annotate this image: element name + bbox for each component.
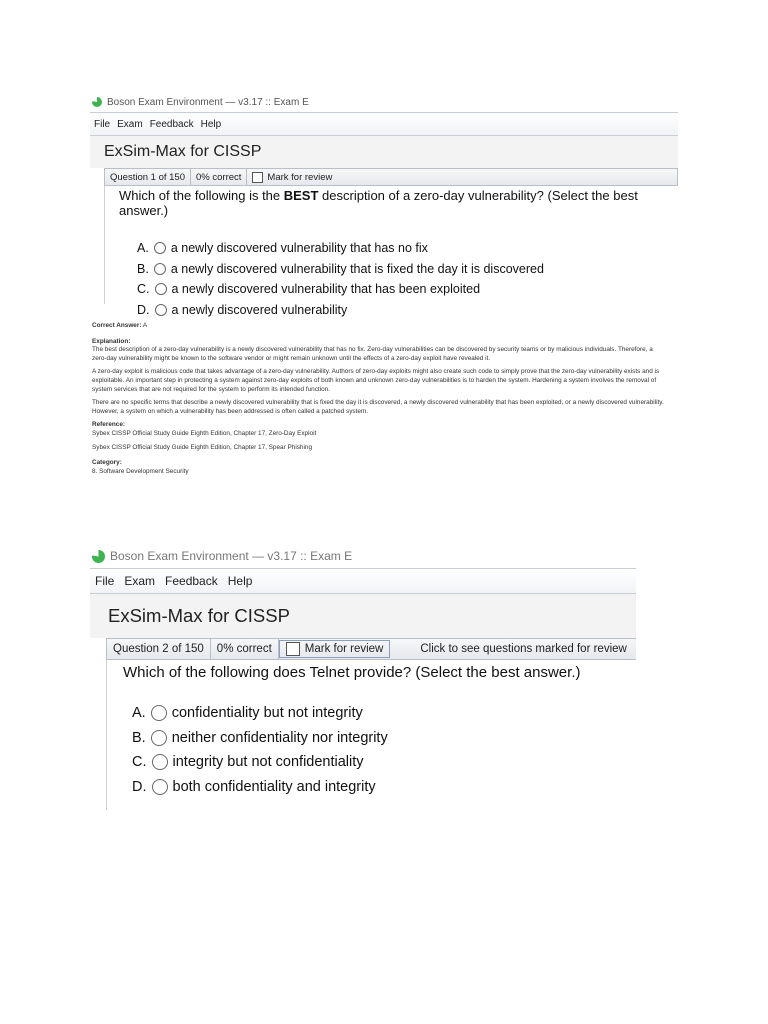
app-title-bar (90, 136, 678, 168)
question-counter: Question 1 of 150 (105, 169, 191, 185)
window-titlebar (90, 92, 678, 112)
answer-option-c[interactable] (132, 750, 636, 775)
menu-bar (90, 568, 636, 594)
option-text: integrity but not confidentiality (172, 754, 364, 771)
correct-answer-value: A (142, 322, 148, 329)
option-text: neither confidentiality nor integrity (171, 729, 388, 746)
radio-button-icon[interactable] (151, 705, 167, 721)
menu-help[interactable]: Help (200, 118, 222, 130)
checkbox-icon[interactable] (286, 642, 300, 656)
question-status-bar (106, 638, 636, 660)
correct-answer-line (92, 322, 664, 331)
option-text: both confidentiality and integrity (172, 778, 376, 795)
option-text: a newly discovered vulnerability that is fixed the day it is discovered (170, 261, 544, 276)
option-letter: D. (137, 302, 150, 317)
option-letter: D. (132, 778, 147, 795)
checkbox-icon[interactable] (252, 172, 263, 183)
mark-for-review-checkbox[interactable] (279, 640, 391, 658)
reference-heading: Reference: (92, 421, 126, 429)
option-letter: B. (132, 729, 146, 746)
category-value: 8. Software Development Security (92, 467, 189, 475)
reference-item: Sybex CISSP Official Study Guide Eighth Edition, Chapter 17, Zero-Day Exploit (92, 429, 317, 437)
question-text-part: Which of the following is the (119, 188, 284, 203)
mark-for-review-checkbox[interactable] (247, 169, 337, 185)
question-status-bar (104, 168, 678, 186)
answer-options (123, 701, 636, 799)
correct-answer-label: Correct Answer: (92, 322, 142, 329)
category-heading: Category: (92, 459, 122, 467)
reference-item: Sybex CISSP Official Study Guide Eighth Edition, Chapter 17, Spear Phishing (92, 443, 313, 451)
radio-button-icon[interactable] (151, 730, 167, 746)
radio-button-icon[interactable] (155, 283, 167, 295)
answer-option-a[interactable] (132, 701, 636, 726)
answer-option-a[interactable] (137, 238, 678, 259)
boson-logo-icon (92, 97, 102, 107)
exam-window-question-1 (90, 92, 678, 317)
answer-options (119, 238, 678, 320)
radio-button-icon[interactable] (155, 304, 167, 316)
mark-for-review-label: Mark for review (304, 643, 384, 655)
radio-button-icon[interactable] (152, 754, 168, 770)
menu-help[interactable]: Help (227, 574, 253, 588)
answer-option-b[interactable] (137, 259, 678, 280)
app-title: ExSim-Max for CISSP (108, 605, 290, 626)
percent-correct: 0% correct (191, 169, 247, 185)
question-text-part: description of a zero-day vulnerability? (Select the best answer.) (119, 188, 638, 218)
option-text: a newly discovered vulnerability that has been exploited (171, 282, 481, 297)
question-panel (106, 660, 636, 810)
radio-button-icon[interactable] (154, 242, 166, 254)
option-letter: B. (137, 261, 149, 276)
explanation-paragraph: A zero-day exploit is malicious code that takes advantage of a zero-day vulnerability. Authors of zero-day exploits might also create such code to simply prove that the zero-day vulnerability exists and is exploitable. An important step in protecting a system against zero-day exploits of both known and unknown zero-day vulnerabilities is to harden the system. Hardening a system involves the removal of system services that are not required for the system to perform its intended function. (92, 368, 660, 393)
option-letter: C. (137, 282, 150, 297)
explanation-heading: Explanation: (92, 337, 131, 345)
radio-button-icon[interactable] (152, 779, 168, 795)
answer-option-c[interactable] (137, 279, 678, 300)
menu-feedback[interactable]: Feedback (165, 574, 218, 588)
option-letter: A. (132, 705, 146, 722)
answer-option-d[interactable] (132, 775, 636, 800)
window-title: Boson Exam Environment — v3.17 :: Exam E (107, 96, 309, 108)
mark-for-review-label: Mark for review (267, 171, 333, 183)
option-text: confidentiality but not integrity (171, 705, 363, 722)
answer-option-b[interactable] (132, 726, 636, 751)
boson-logo-icon (92, 550, 105, 563)
app-title: ExSim-Max for CISSP (104, 143, 262, 160)
option-letter: A. (137, 241, 149, 256)
window-title: Boson Exam Environment — v3.17 :: Exam E (110, 549, 353, 563)
menu-bar (90, 112, 678, 136)
question-emphasis: BEST (283, 188, 319, 203)
menu-feedback[interactable]: Feedback (149, 118, 194, 130)
exam-window-question-2 (90, 544, 636, 810)
menu-exam[interactable]: Exam (117, 118, 143, 130)
percent-correct: 0% correct (211, 639, 279, 659)
option-text: a newly discovered vulnerability (171, 302, 348, 317)
explanation-paragraph: There are no specific terms that describe a newly discovered vulnerability that is fixed the day it is discovered, a newly discovered vulnerability that has been exploited, or a newly discovered vulnerability. However, a system on which a vulnerability has been addressed is often called a patched system. (92, 399, 664, 415)
question-panel (104, 186, 678, 317)
window-titlebar (90, 544, 636, 568)
option-text: a newly discovered vulnerability that has no fix (170, 241, 428, 256)
question-counter: Question 2 of 150 (107, 639, 211, 659)
review-questions-link[interactable]: Click to see questions marked for review (420, 643, 627, 655)
question-text: Which of the following does Telnet provide? (Select the best answer.) (123, 664, 581, 681)
menu-file[interactable]: File (95, 574, 115, 588)
radio-button-icon[interactable] (154, 263, 166, 275)
option-letter: C. (132, 754, 147, 771)
explanation-section (92, 322, 664, 476)
menu-exam[interactable]: Exam (124, 574, 156, 588)
menu-file[interactable]: File (94, 118, 111, 130)
answer-option-d[interactable] (137, 300, 678, 321)
explanation-paragraph: The best description of a zero-day vulnerability is a newly discovered vulnerability that has no fix. Zero-day vulnerabilities can be discovered by security teams or by malicious individuals. Therefore, a zero-day vulnerability might be known to the software vendor or might remain unknown until the effects of a zero-day exploit have revealed it. (92, 346, 653, 362)
question-text (119, 186, 678, 218)
app-title-bar (90, 594, 636, 638)
